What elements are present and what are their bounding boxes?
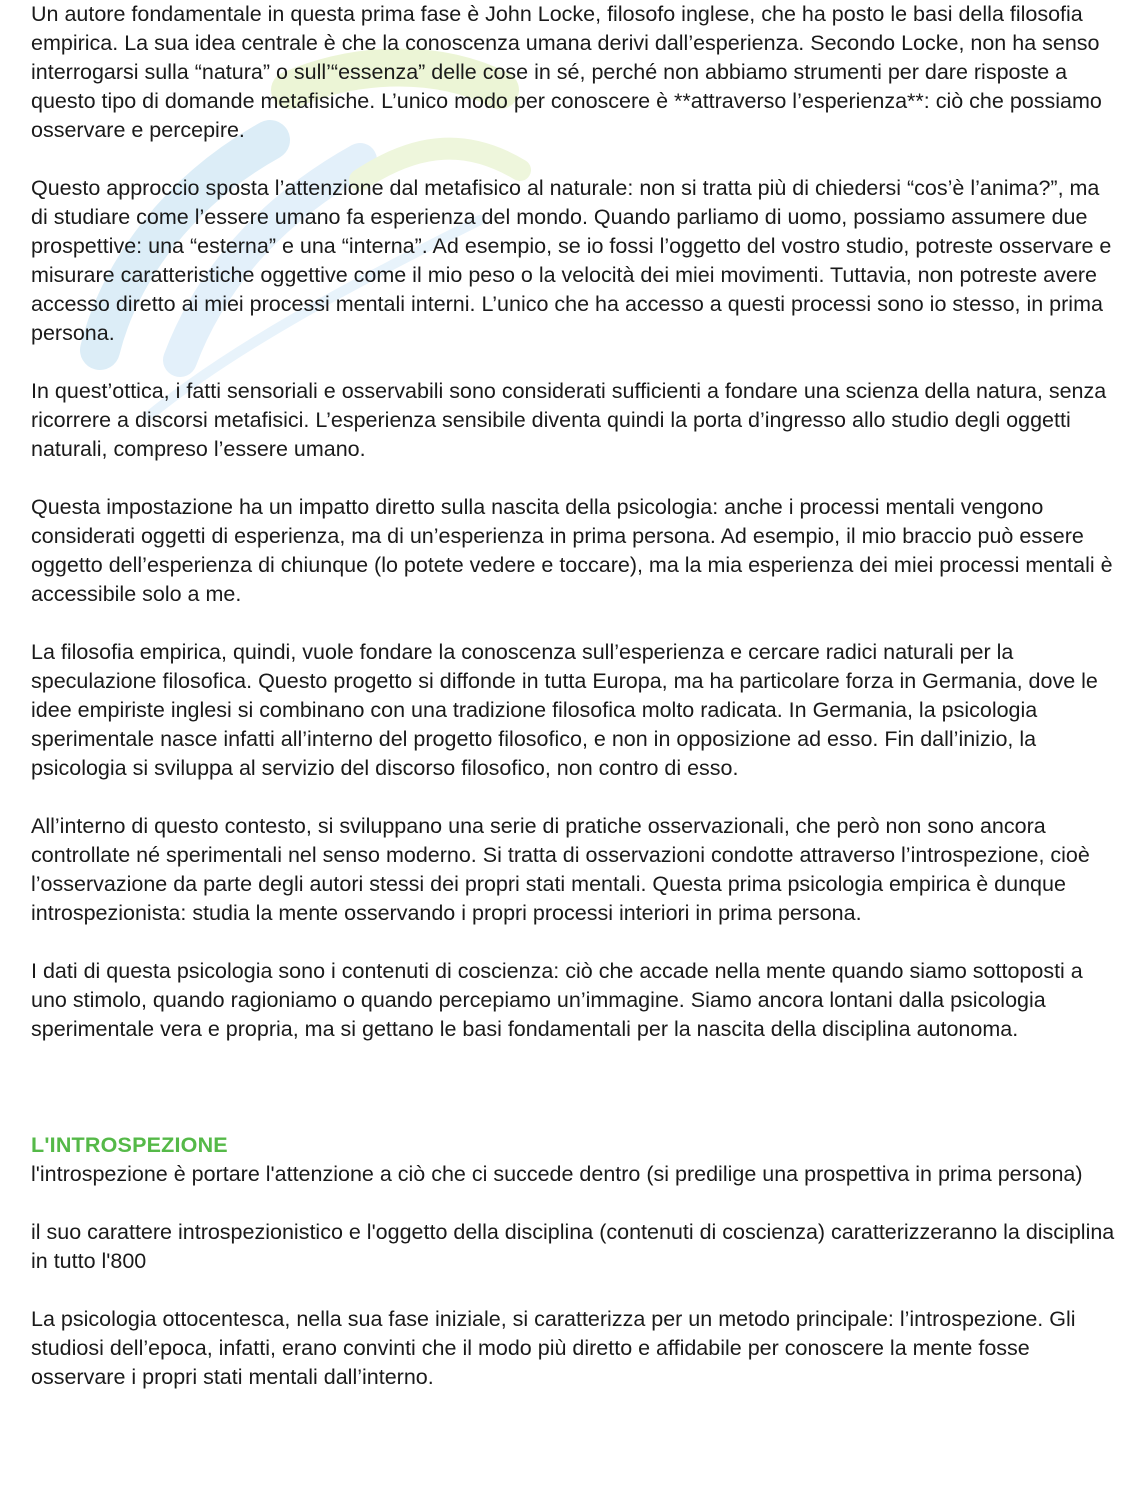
paragraph-locke: Un autore fondamentale in questa prima fase è John Locke, filosofo inglese, che ha posto le basi della filosofia empirica. La sua idea centrale è che la conoscenza umana derivi dall’esperienza. Secondo Locke, non ha senso interrogarsi sulla “natura” o sull’“essenza” delle cose in sé, perché non abbiamo strumenti per dare risposte a questo tipo di domande metafisiche. L’unico modo per conoscere è **attraverso l’esperienza**: ciò che possiamo osservare e percepire.: [31, 2, 1102, 142]
paragraph-prospettive: Questo approccio sposta l’attenzione dal metafisico al naturale: non si tratta più di chiedersi “cos’è l’anima?”, ma di studiare come l’essere umano fa esperienza del mondo. Quando parliamo di uomo, possiamo assumere due prospettive: una “esterna” e una “interna”. Ad esempio, se io fossi l’oggetto del vostro studio, potreste osservare e misurare caratteristiche oggettive come il mio peso o la velocità dei miei movimenti. Tuttavia, non potreste avere accesso diretto ai miei processi mentali interni. L’unico che ha accesso a questi processi sono io stesso, in prima persona.: [31, 176, 1112, 345]
document-page: [31, 0, 1121, 1421]
paragraph-filosofia-empirica: La filosofia empirica, quindi, vuole fondare la conoscenza sull’esperienza e cercare radici naturali per la speculazione filosofica. Questo progetto si diffonde in tutta Europa, ma ha particolare forza in Germania, dove le idee empiriste inglesi si combinano con una tradizione filosofica molto radicata. In Germania, la psicologia sperimentale nasce infatti all’interno del progetto filosofico, e non in opposizione ad esso. Fin dall’inizio, la psicologia si sviluppa al servizio del discorso filosofico, non contro di esso.: [31, 640, 1098, 780]
section-heading: L'INTROSPEZIONE: [31, 1133, 228, 1157]
section-spacer: [31, 1073, 1121, 1131]
paragraph-introspezione-definizione: l'introspezione è portare l'attenzione a ciò che ci succede dentro (si predilige una prospettiva in prima persona): [31, 1162, 1083, 1186]
paragraph-nascita-psicologia: Questa impostazione ha un impatto diretto sulla nascita della psicologia: anche i processi mentali vengono considerati oggetti di esperienza, ma di un’esperienza in prima persona. Ad esempio, il mio braccio può essere oggetto dell’esperienza di chiunque (lo potete vedere e toccare), ma la mia esperienza dei miei processi mentali è accessibile solo a me.: [31, 495, 1113, 606]
paragraph-contenuti-coscienza: I dati di questa psicologia sono i contenuti di coscienza: ciò che accade nella mente quando siamo sottoposti a uno stimolo, quando ragioniamo o quando percepiamo un’immagine. Siamo ancora lontani dalla psicologia sperimentale vera e propria, ma si gettano le basi fondamentali per la nascita della disciplina autonoma.: [31, 959, 1083, 1041]
paragraph-psicologia-ottocentesca: La psicologia ottocentesca, nella sua fase iniziale, si caratterizza per un metodo principale: l’introspezione. Gli studiosi dell’epoca, infatti, erano convinti che il modo più diretto e affidabile per conoscere la mente fosse osservare i propri stati mentali dall’interno.: [31, 1307, 1076, 1389]
paragraph-carattere-introspezionistico: il suo carattere introspezionistico e l'oggetto della disciplina (contenuti di coscienza) caratterizzeranno la disciplina in tutto l'800: [31, 1220, 1115, 1273]
paragraph-fatti-sensoriali: In quest’ottica, i fatti sensoriali e osservabili sono considerati sufficienti a fondare una scienza della natura, senza ricorrere a discorsi metafisici. L’esperienza sensibile diventa quindi la porta d’ingresso allo studio degli oggetti naturali, compreso l’essere umano.: [31, 379, 1107, 461]
paragraph-pratiche-osservazionali: All’interno di questo contesto, si sviluppano una serie di pratiche osservazionali, che però non sono ancora controllate né sperimentali nel senso moderno. Si tratta di osservazioni condotte attraverso l’introspezione, cioè l’osservazione da parte degli autori stessi dei propri stati mentali. Questa prima psicologia empirica è dunque introspezionista: studia la mente osservando i propri processi interiori in prima persona.: [31, 814, 1090, 925]
